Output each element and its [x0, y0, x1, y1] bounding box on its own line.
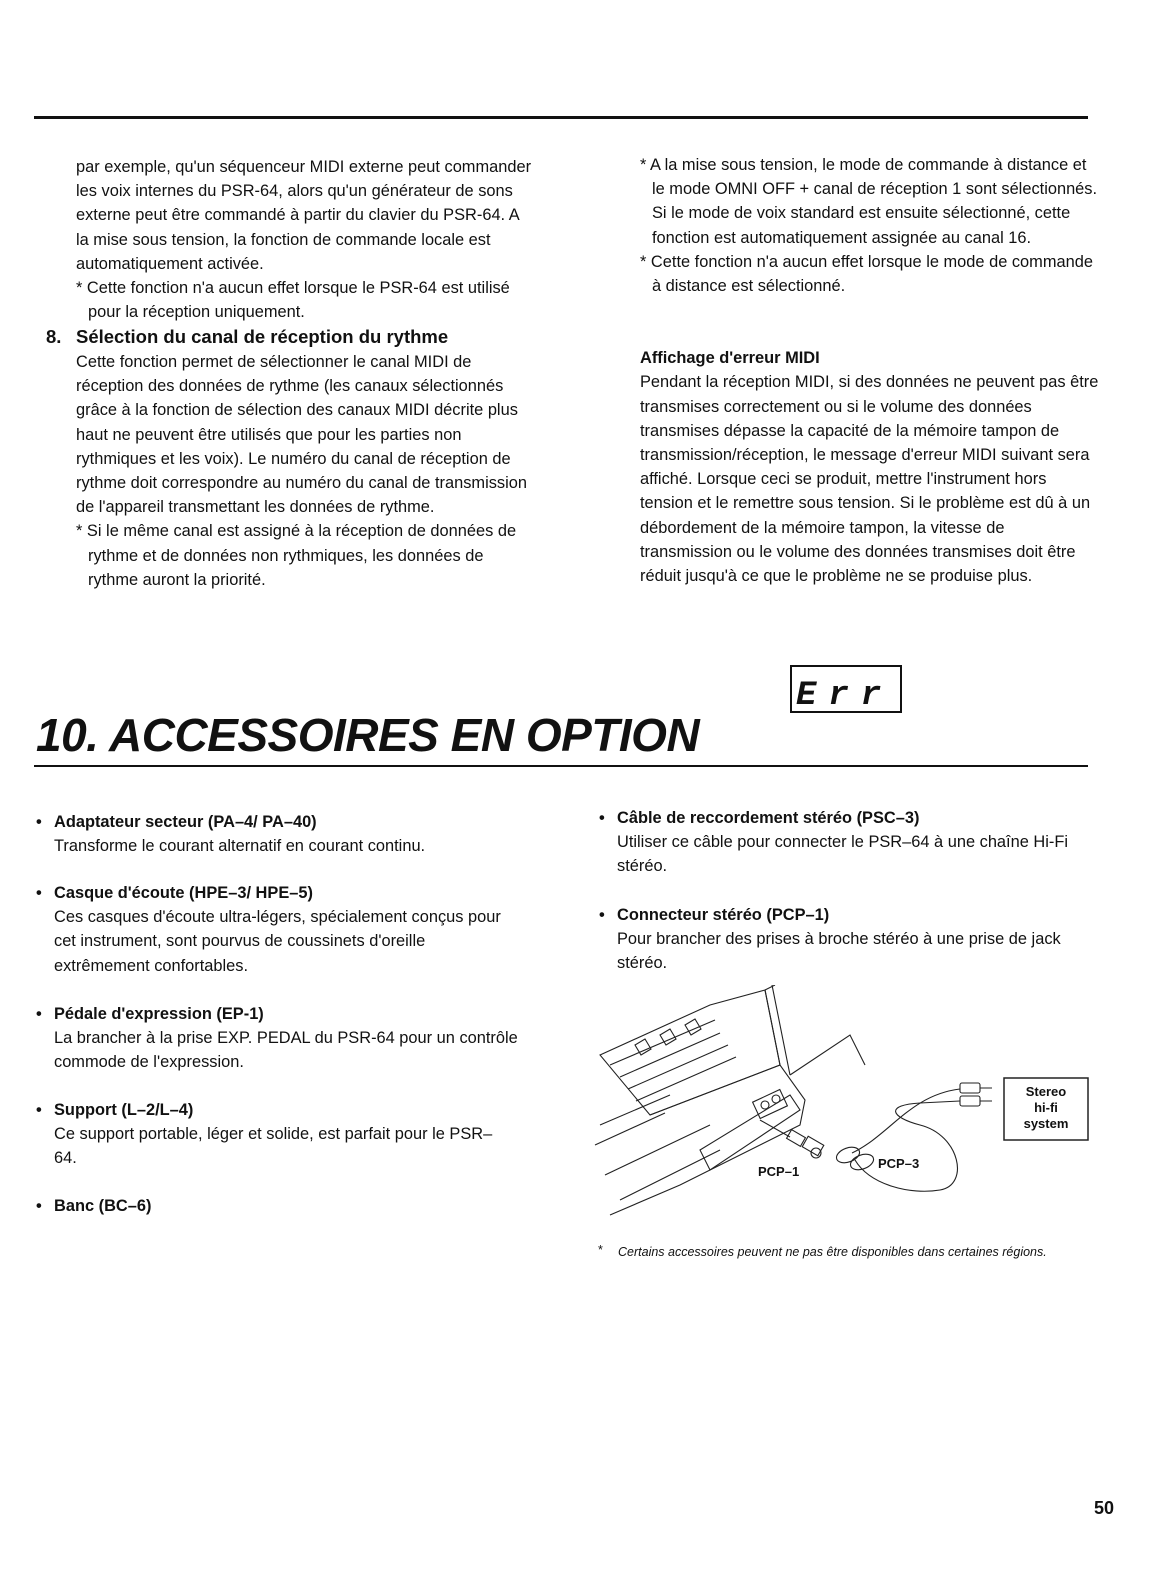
- accessory-stereo-cable: [599, 806, 1087, 879]
- bullet: •: [36, 1101, 42, 1119]
- bullet: •: [36, 884, 42, 902]
- pcp1-connector-illustration: [760, 1120, 824, 1158]
- bullet: •: [599, 906, 605, 924]
- connection-diagram: [590, 985, 1100, 1225]
- error-segments: [792, 667, 900, 711]
- footnote-asterisk: *: [598, 1243, 603, 1257]
- bullet: •: [36, 1005, 42, 1023]
- section-8: [46, 326, 536, 592]
- error-display: [790, 665, 902, 713]
- error-display-text: Err: [796, 677, 894, 711]
- accessory-desc: Pour brancher des prises à broche stéréo à une prise de jack stéréo.: [617, 930, 1061, 973]
- accessory-desc: Transforme le courant alternatif en courant continu.: [54, 837, 426, 856]
- accessory-desc: Ce support portable, léger et solide, est parfait pour le PSR–64.: [54, 1125, 493, 1168]
- stereo-label-line3: system: [1023, 1116, 1069, 1131]
- stereo-system-box: [1004, 1078, 1088, 1140]
- stereo-label-line1: Stereo: [1025, 1084, 1067, 1099]
- accessory-adapter: [36, 810, 524, 858]
- footnote-text: Certains accessoires peuvent ne pas être disponibles dans certaines régions.: [618, 1245, 1047, 1259]
- section-8-number: 8.: [46, 326, 62, 347]
- chapter-rule: [34, 765, 1088, 767]
- note-no-effect: * Cette fonction n'a aucun effet lorsque le mode de commande à distance est sélectionné.: [640, 252, 1093, 296]
- accessory-headphones: [36, 881, 524, 978]
- accessory-title: Pédale d'expression (EP-1): [54, 1005, 264, 1023]
- accessory-title: Support (L–2/L–4): [54, 1101, 194, 1119]
- stereo-label-line2: hi-fi: [1034, 1100, 1058, 1115]
- top-right-column: [640, 153, 1100, 588]
- footnote: [598, 1240, 1072, 1264]
- section-8-heading: [46, 326, 536, 348]
- bullet: •: [36, 1197, 42, 1215]
- accessory-title: Câble de reccordement stéréo (PSC–3): [617, 809, 920, 827]
- accessory-stereo-connector: [599, 903, 1087, 976]
- accessory-desc: Utiliser ce câble pour connecter le PSR–64 à une chaîne Hi-Fi stéréo.: [617, 833, 1068, 876]
- accessory-bench: [36, 1194, 514, 1218]
- accessory-pedal: [36, 1002, 524, 1075]
- page-number: 50: [1094, 1498, 1115, 1518]
- pcp3-label: PCP–3: [878, 1156, 920, 1171]
- midi-error-title: Affichage d'erreur MIDI: [640, 349, 820, 368]
- accessory-stand: [36, 1098, 514, 1171]
- pcp3-cable-illustration: [834, 1083, 992, 1191]
- intro-paragraph: par exemple, qu'un séquenceur MIDI externe peut commander les voix internes du PSR-64, alors qu'un générateur de sons externe peut être commandé à partir du clavier du PSR-64. A la mise sous tension, la fonction de commande locale est automatiquement activée.: [76, 158, 532, 273]
- top-rule: [34, 116, 1088, 119]
- chapter-title: 10. ACCESSOIRES EN OPTION: [36, 709, 700, 761]
- top-left-column: [76, 155, 536, 324]
- keyboard-illustration: [595, 985, 865, 1215]
- note-remote-mode: * A la mise sous tension, le mode de commande à distance et le mode OMNI OFF + canal de réception 1 sont sélectionnés. Si le mode de voix standard est ensuite sélectionné, cette fonction est automatiquement assignée au canal 16.: [640, 156, 1098, 247]
- bullet: •: [599, 809, 605, 827]
- accessory-title: Connecteur stéréo (PCP–1): [617, 906, 830, 924]
- accessory-desc: La brancher à la prise EXP. PEDAL du PSR-64 pour un contrôle commode de l'expression.: [54, 1029, 518, 1072]
- section-8-body: Cette fonction permet de sélectionner le canal MIDI de réception des données de rythme (les canaux sélectionnés grâce à la fonction de sélection des canaux MIDI décrite plus haut ne peuvent être utilisés que pour les parties non rythmiques et les voix). Le numéro du canal de réception de rythme doit correspondre au numéro du canal de transmission de l'appareil transmettant les données de rythme.: [76, 353, 527, 517]
- accessory-title: Banc (BC–6): [54, 1197, 152, 1215]
- note-local-control: * Cette fonction n'a aucun effet lorsque le PSR-64 est utilisé pour la réception uniquement.: [76, 279, 510, 322]
- bullet: •: [36, 813, 42, 831]
- section-8-title: Sélection du canal de réception du rythme: [76, 326, 449, 347]
- pcp1-label: PCP–1: [758, 1164, 800, 1179]
- accessory-desc: Ces casques d'écoute ultra-légers, spécialement conçus pour cet instrument, sont pourvus de coussinets d'oreille extrêmement confortables.: [54, 908, 501, 975]
- accessory-title: Casque d'écoute (HPE–3/ HPE–5): [54, 884, 313, 902]
- midi-error-body: Pendant la réception MIDI, si des données ne peuvent pas être transmises correctement ou si le volume des données transmises dépasse la capacité de la mémoire tampon de transmission/réception, le message d'erreur MIDI suivant sera affiché. Lorsque ceci se produit, mettre l'instrument hors tension et le remettre sous tension. Si le problème est dû à un débordement de la mémoire tampon, la vitesse de transmission ou le volume des données transmises doit être réduit jusqu'à ce que le problème ne se produise plus.: [640, 373, 1099, 586]
- section-8-note: * Si le même canal est assigné à la réception de données de rythme et de données non rythmiques, les données de rythme auront la priorité.: [76, 522, 517, 589]
- accessory-title: Adaptateur secteur (PA–4/ PA–40): [54, 813, 317, 831]
